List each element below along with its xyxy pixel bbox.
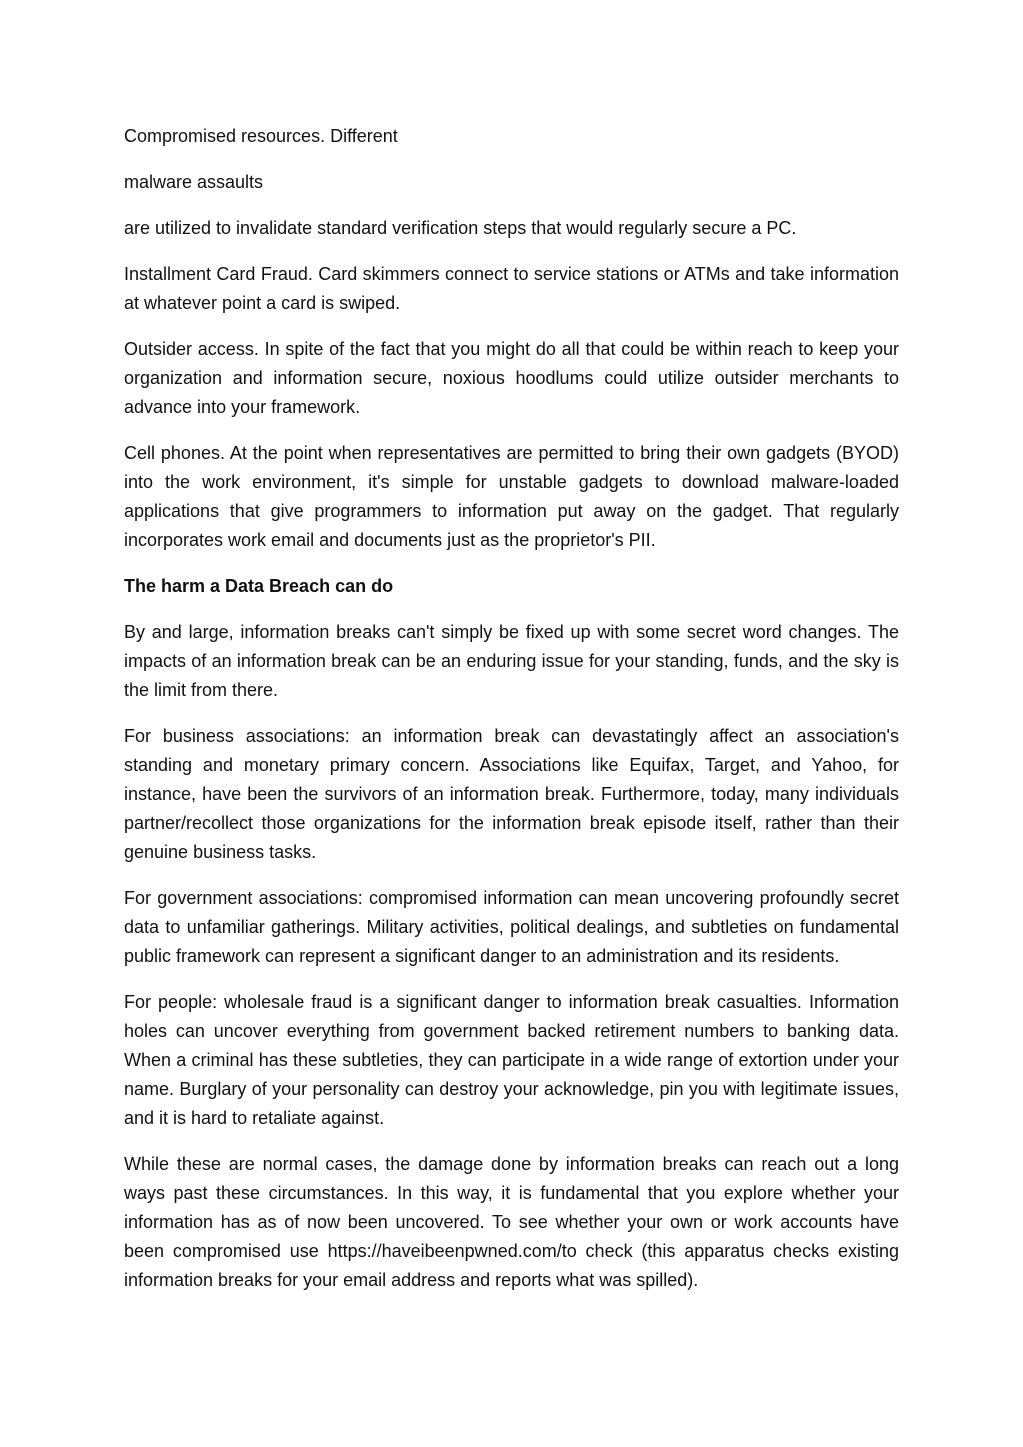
paragraph: While these are normal cases, the damage done by information breaks can reach out a long ways past these circumstances. In this way, it is fundamental that you explore whether your information has as of now been uncovered. To see whether your own or work accounts have been compromised use https://haveibeenpwned.com/to check (this apparatus checks existing information breaks for your email address and reports what was spilled). (124, 1154, 899, 1290)
paragraph: Outsider access. In spite of the fact that you might do all that could be within reach to keep your organization and information secure, noxious hoodlums could utilize outsider merchants to advance into your framework. (124, 339, 899, 417)
paragraph: are utilized to invalidate standard verification steps that would regularly secure a PC. (124, 218, 797, 238)
document-body (124, 122, 899, 1312)
paragraph: For people: wholesale fraud is a significant danger to information break casualties. Information holes can uncover everything from government backed retirement numbers to banking data. When a criminal has these subtleties, they can participate in a wide range of extortion under your name. Burglary of your personality can destroy your acknowledge, pin you with legitimate issues, and it is hard to retaliate against. (124, 992, 899, 1128)
paragraph: Compromised resources. Different (124, 126, 398, 146)
paragraph: Cell phones. At the point when representatives are permitted to bring their own gadgets (BYOD) into the work environment, it's simple for unstable gadgets to download malware-loaded applications that give programmers to information put away on the gadget. That regularly incorporates work email and documents just as the proprietor's PII. (124, 443, 899, 550)
section-heading: The harm a Data Breach can do (124, 576, 394, 596)
paragraph: malware assaults (124, 172, 264, 192)
paragraph: Installment Card Fraud. Card skimmers connect to service stations or ATMs and take information at whatever point a card is swiped. (124, 264, 899, 313)
paragraph: By and large, information breaks can't simply be fixed up with some secret word changes. The impacts of an information break can be an enduring issue for your standing, funds, and the sky is the limit from there. (124, 622, 899, 700)
paragraph: For government associations: compromised information can mean uncovering profoundly secret data to unfamiliar gatherings. Military activities, political dealings, and subtleties on fundamental public framework can represent a significant danger to an administration and its residents. (124, 888, 899, 966)
paragraph: For business associations: an information break can devastatingly affect an association's standing and monetary primary concern. Associations like Equifax, Target, and Yahoo, for instance, have been the survivors of an information break. Furthermore, today, many individuals partner/recollect those organizations for the information break episode itself, rather than their genuine business tasks. (124, 726, 899, 862)
